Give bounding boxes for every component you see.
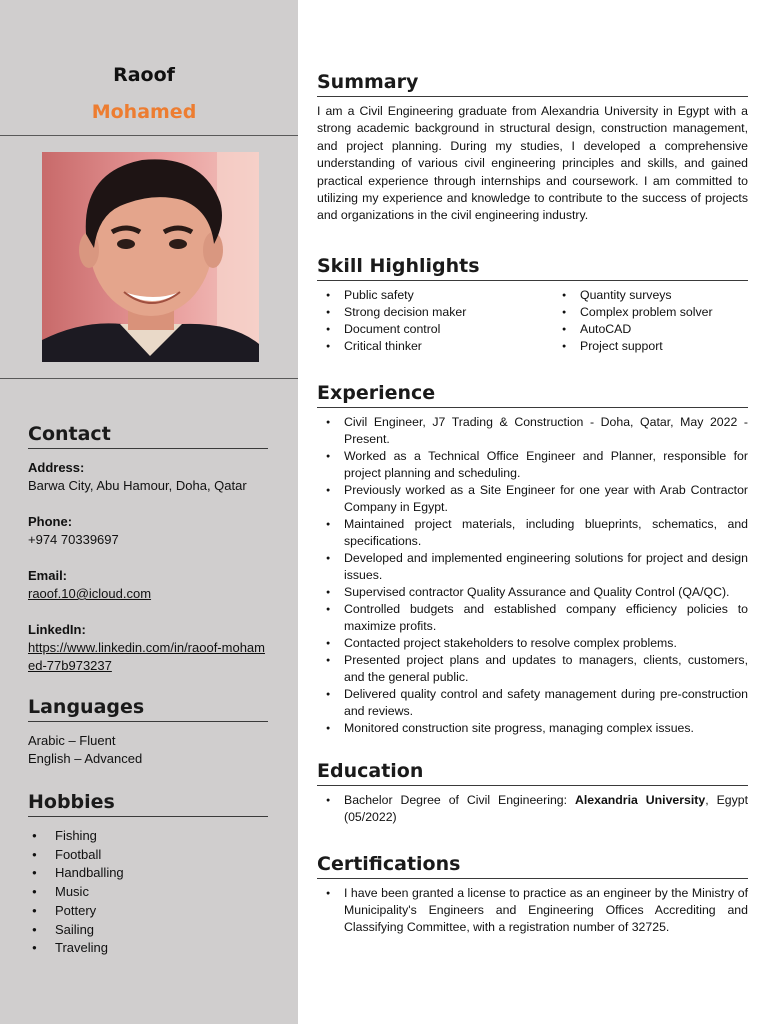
address-value: Barwa City, Abu Hamour, Doha, Qatar [28, 478, 247, 493]
list-item: ● Handballing [28, 864, 268, 883]
list-item: ● Contacted project stakeholders to resolve complex problems. [317, 635, 748, 652]
list-item: ● Strong decision maker [317, 304, 553, 321]
list-item: ● Developed and implemented engineering solutions for project and design issues. [317, 550, 748, 584]
list-item: ● Civil Engineer, J7 Trading & Construction - Doha, Qatar, May 2022 - Present. [317, 414, 748, 448]
list-item: ● I have been granted a license to practice as an engineer by the Ministry of Municipality's Engineers and Engineering Offices Accrediting and Classifying Committee, with a registration number of 32725. [317, 885, 748, 936]
certifications-heading: Certifications [317, 853, 748, 879]
language-item: Arabic – Fluent [28, 733, 116, 748]
summary-text: I am a Civil Engineering graduate from Alexandria University in Egypt with a strong academic background in structural design, construction management, and project planning. During my studies, I developed a comprehensive understanding of various civil engineering principles and skills, and gained practical experience through internships and coursework. I am committed to utilizing my experience and knowledge to contribute to the success of projects and organizations in the civil engineering industry. [317, 104, 748, 223]
list-item: ● Public safety [317, 287, 553, 304]
list-item: ● Quantity surveys [553, 287, 748, 304]
list-item: ● Sailing [28, 921, 268, 940]
hobbies-list [28, 827, 268, 958]
list-item: ● AutoCAD [553, 321, 748, 338]
education-section [317, 760, 748, 826]
linkedin-link[interactable]: https://www.linkedin.com/in/raoof-mohamed-77b973237 [28, 640, 265, 673]
hobbies-heading: Hobbies [28, 791, 268, 817]
list-item: ● Project support [553, 338, 748, 355]
list-item: ● Presented project plans and updates to managers, clients, customers, and the general public. [317, 652, 748, 686]
list-item: ● Delivered quality control and safety management during pre-construction and reviews. [317, 686, 748, 720]
phone-value: +974 70339697 [28, 532, 119, 547]
languages-section [28, 696, 268, 768]
languages-heading: Languages [28, 696, 268, 722]
language-item: English – Advanced [28, 751, 143, 766]
divider [0, 378, 298, 379]
list-item: ● Traveling [28, 939, 268, 958]
skills-list-left [317, 287, 553, 355]
hobbies-section [28, 791, 268, 958]
phone-group [28, 513, 268, 549]
experience-list [317, 414, 748, 737]
skills-list-right [553, 287, 748, 355]
education-heading: Education [317, 760, 748, 786]
address-group [28, 459, 268, 495]
first-name: Raoof [113, 64, 175, 86]
degree-text: Bachelor Degree of Civil Engineering: [344, 793, 575, 807]
skills-section [317, 255, 748, 355]
list-item: ● Complex problem solver [553, 304, 748, 321]
profile-photo [42, 152, 259, 362]
experience-heading: Experience [317, 382, 748, 408]
list-item: ● Football [28, 846, 268, 865]
certifications-section [317, 853, 748, 936]
list-item: ● Document control [317, 321, 553, 338]
email-label: Email: [28, 568, 68, 583]
email-link[interactable]: raoof.10@icloud.com [28, 586, 152, 601]
summary-section [317, 71, 748, 225]
contact-section [28, 423, 268, 693]
certifications-list [317, 885, 748, 936]
list-item: ● Fishing [28, 827, 268, 846]
education-rest: , Egypt (05/2022) [344, 793, 749, 824]
list-item: ● Music [28, 883, 268, 902]
education-list [317, 792, 748, 826]
email-group [28, 567, 268, 603]
experience-section [317, 382, 748, 737]
skills-columns [317, 287, 748, 355]
address-label: Address: [28, 460, 85, 475]
linkedin-label: LinkedIn: [28, 622, 86, 637]
divider [0, 135, 298, 136]
list-item: ● Supervised contractor Quality Assurance and Quality Control (QA/QC). [317, 584, 748, 601]
contact-heading: Contact [28, 423, 268, 449]
list-item [317, 792, 748, 826]
linkedin-group [28, 621, 268, 675]
list-item: ● Previously worked as a Site Engineer for one year with Arab Contractor Company in Egypt. [317, 482, 748, 516]
last-name: Mohamed [91, 101, 197, 123]
skills-heading: Skill Highlights [317, 255, 748, 281]
summary-heading: Summary [317, 71, 748, 97]
list-item: ● Pottery [28, 902, 268, 921]
list-item: ● Monitored construction site progress, managing complex issues. [317, 720, 748, 737]
school-name: Alexandria University [574, 793, 706, 807]
list-item: ● Controlled budgets and established company efficiency policies to maximize profits. [317, 601, 748, 635]
list-item: ● Worked as a Technical Office Engineer and Planner, responsible for project planning and scheduling. [317, 448, 748, 482]
list-item: ● Critical thinker [317, 338, 553, 355]
list-item: ● Maintained project materials, including blueprints, schematics, and specifications. [317, 516, 748, 550]
phone-label: Phone: [28, 514, 73, 529]
